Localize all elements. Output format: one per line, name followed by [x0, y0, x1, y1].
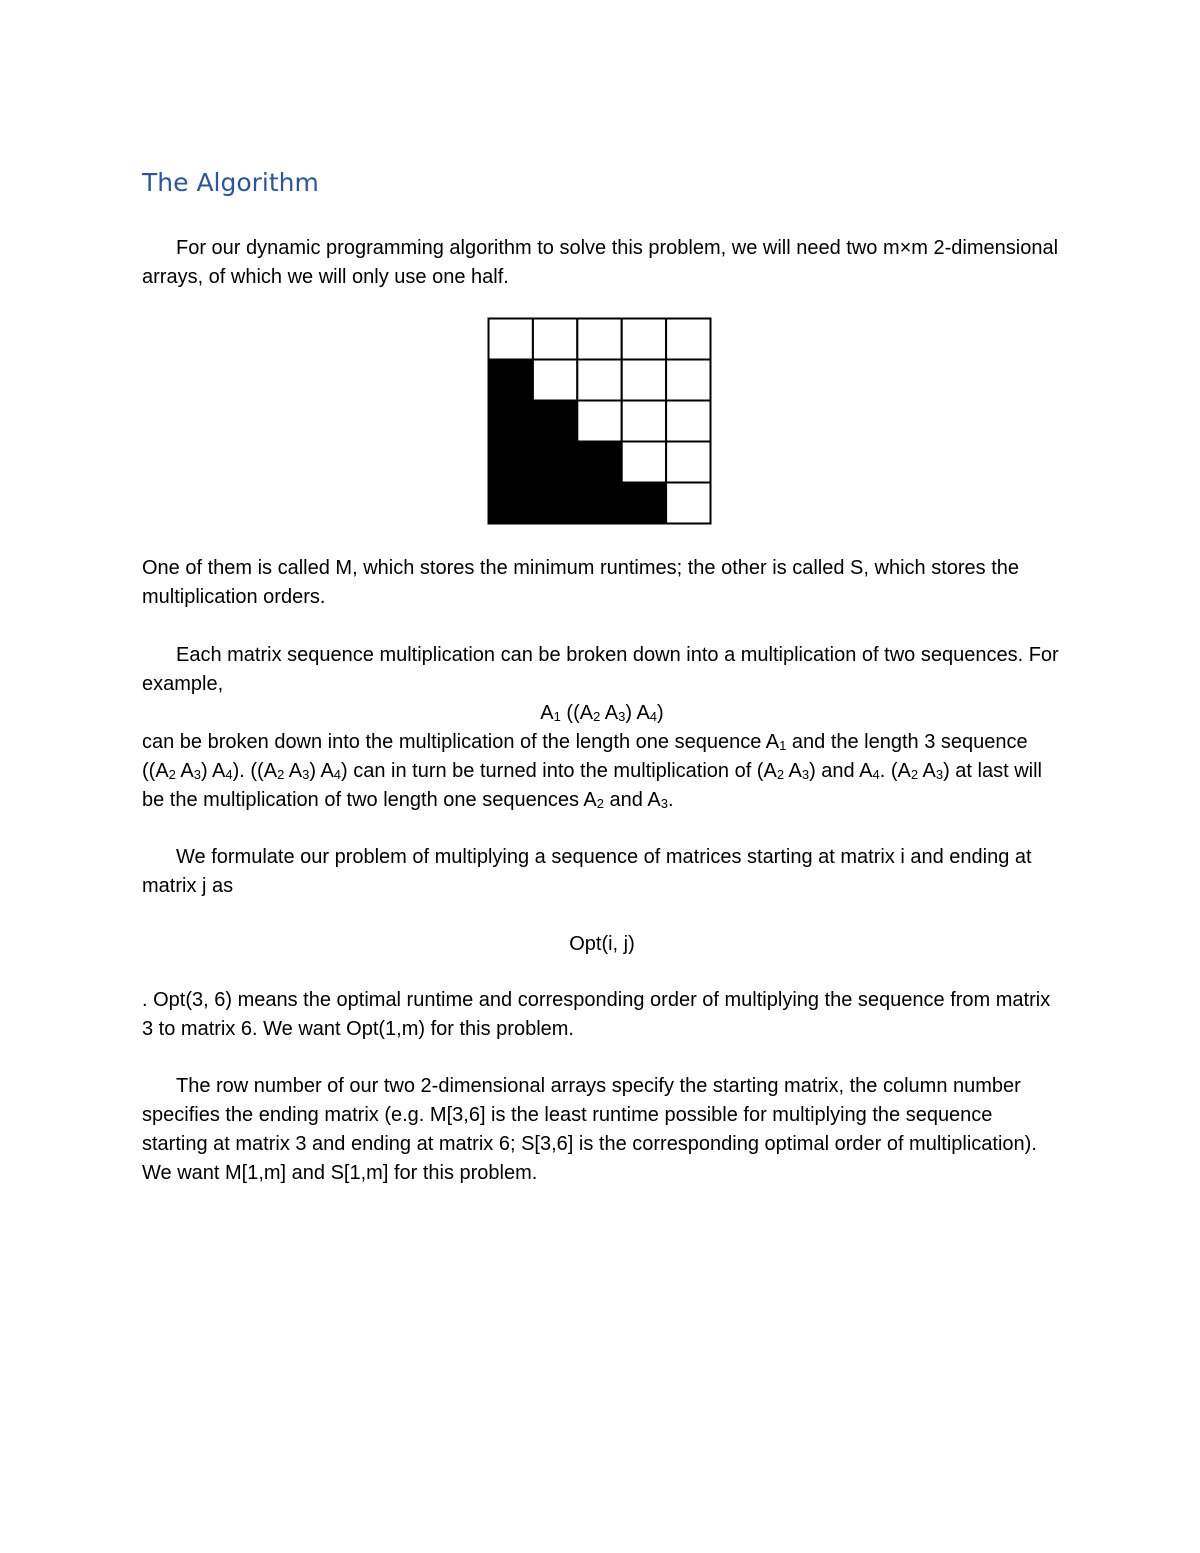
formulation-paragraph: We formulate our problem of multiplying a sequence of matrices starting at matrix i and ending at matrix j as — [142, 846, 1032, 897]
filled-cell — [489, 442, 533, 483]
filled-cell — [622, 483, 666, 524]
filled-cell — [489, 401, 533, 442]
intro-paragraph: For our dynamic programming algorithm to solve this problem, we will need two m×m 2-dimensional arrays, of which we will only use one half. — [142, 237, 1059, 288]
empty-cell — [666, 442, 710, 483]
empty-cell — [666, 319, 710, 360]
half-matrix-diagram — [487, 317, 712, 525]
arrays-indexing-paragraph: The row number of our two 2-dimensional arrays specify the starting matrix, the column number specifies the ending matrix (e.g. M[3,6] is the least runtime possible for multiplying the sequence starting at matrix 3 and ending at matrix 6; S[3,6] is the corresponding optimal order of multiplication). We want M[1,m] and S[1,m] for this problem. — [142, 1075, 1037, 1184]
empty-cell — [666, 483, 710, 524]
empty-cell — [666, 360, 710, 401]
empty-cell — [577, 319, 621, 360]
empty-cell — [489, 319, 533, 360]
filled-cell — [489, 483, 533, 524]
empty-cell — [622, 319, 666, 360]
section-heading: The Algorithm — [142, 168, 319, 197]
empty-cell — [533, 319, 577, 360]
empty-cell — [622, 401, 666, 442]
empty-cell — [666, 401, 710, 442]
empty-cell — [622, 442, 666, 483]
example-expression: $A_1$ (($A_2$ $A_3$) $A_4$) — [540, 702, 664, 724]
filled-cell — [577, 483, 621, 524]
opt-formula: Opt(i, j) — [569, 933, 635, 955]
opt-meaning-paragraph: . Opt(3, 6) means the optimal runtime and corresponding order of multiplying the sequence from matrix 3 to matrix 6. We want Opt(1,m) for this problem. — [142, 989, 1051, 1040]
filled-cell — [533, 401, 577, 442]
filled-cell — [533, 483, 577, 524]
filled-cell — [577, 442, 621, 483]
half-matrix-grid — [487, 317, 712, 525]
breakdown-paragraph: Each matrix sequence multiplication can be broken down into a multiplication of two sequences. For example, — [142, 644, 1059, 695]
empty-cell — [577, 360, 621, 401]
empty-cell — [577, 401, 621, 442]
arrays-description-paragraph: One of them is called M, which stores the minimum runtimes; the other is called S, which stores the multiplication orders. — [142, 557, 1020, 608]
filled-cell — [489, 360, 533, 401]
breakdown-explanation-paragraph: can be broken down into the multiplication of the length one sequence $A_1$ and the length 3 sequence (($A_2$ $A_3$) $A_4$). (($A_2$ $A_3$) $A_4$) can in turn be turned into the multiplication of ($A_2$ $A_3$) and $A_4$. ($A_2$ $A_3$) at last will be the multiplication of two length one sequences $A_2$ and $A_3$. — [142, 731, 1042, 811]
empty-cell — [622, 360, 666, 401]
filled-cell — [533, 442, 577, 483]
empty-cell — [533, 360, 577, 401]
